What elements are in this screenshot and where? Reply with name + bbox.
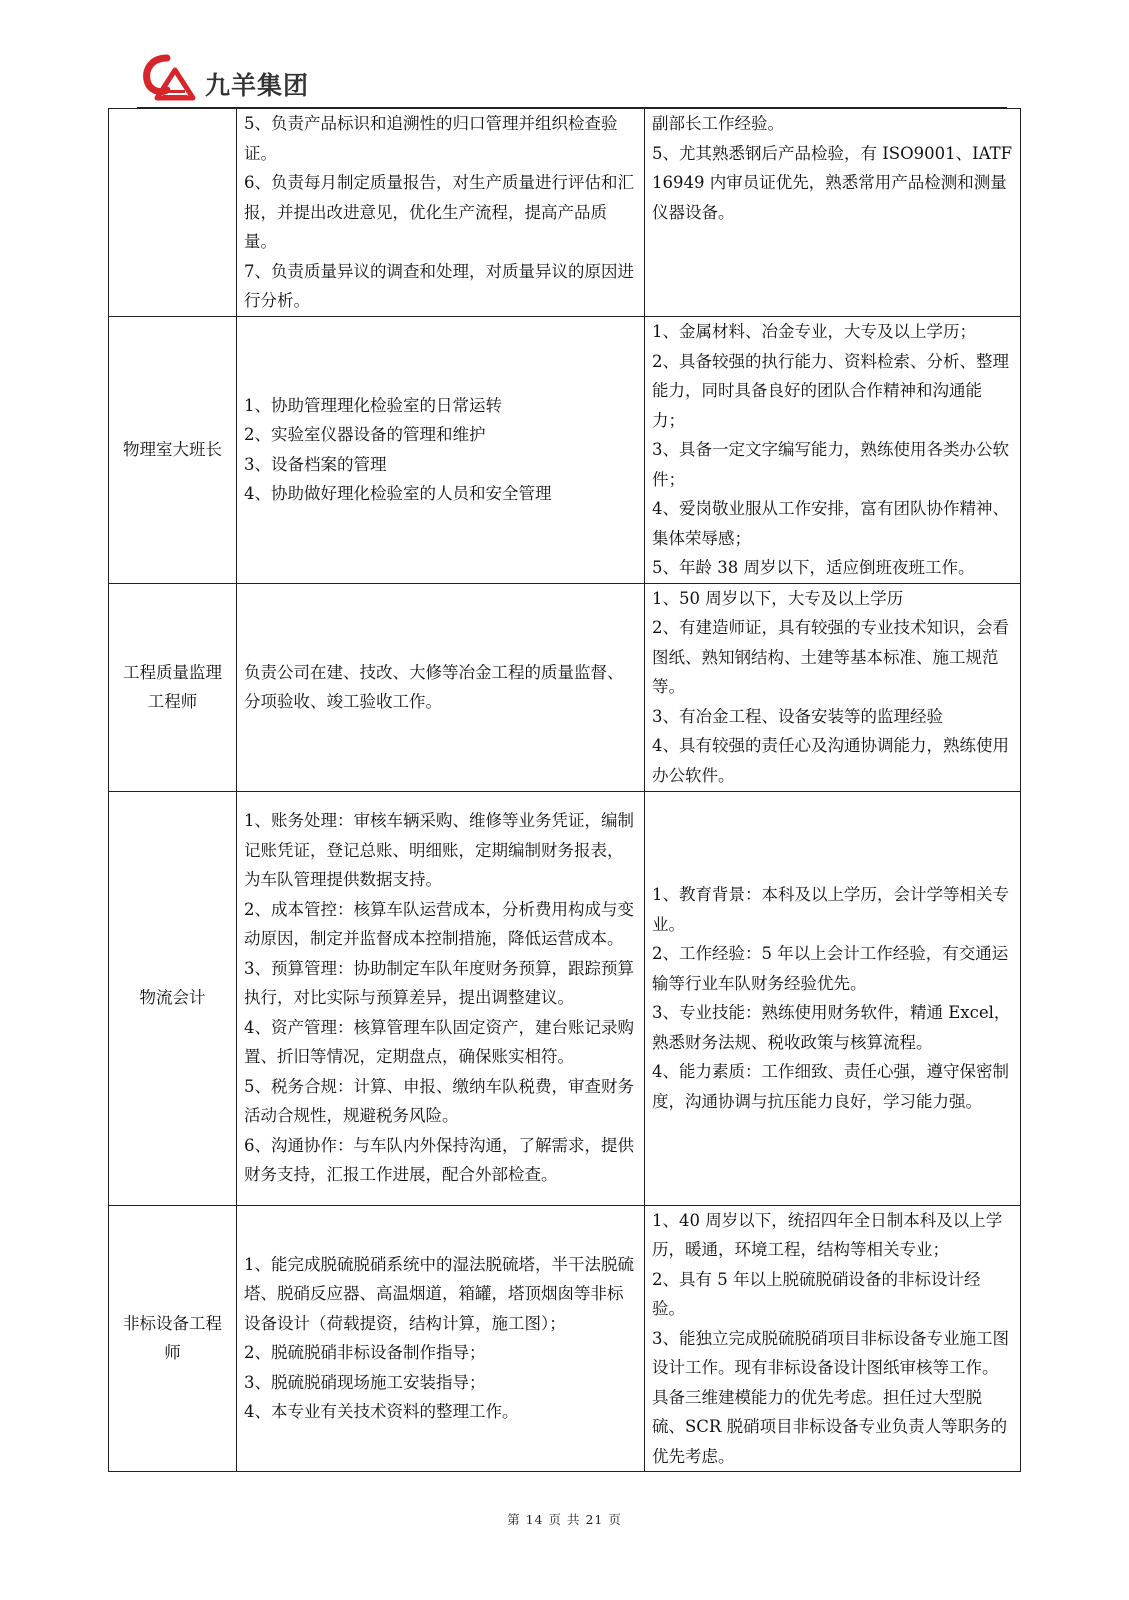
- duty-item: 3、脱硫脱硝现场施工安装指导；: [244, 1372, 486, 1392]
- requirements-cell: [645, 583, 1021, 791]
- duty-item: 7、负责质量异议的调查和处理，对质量异议的原因进行分析。: [244, 261, 634, 311]
- duty-item: 2、脱硫脱硝非标设备制作指导；: [244, 1343, 486, 1363]
- duty-item: 5、税务合规：计算、申报、缴纳车队税费，审查财务活动合规性，规避税务风险。: [244, 1076, 634, 1126]
- duty-item: 5、负责产品标识和追溯性的归口管理并组织检查验证。: [244, 114, 618, 163]
- duties-cell: [237, 1205, 645, 1472]
- job-table: [108, 108, 1021, 1472]
- table-row: [109, 317, 1021, 584]
- requirement-item: 4、爱岗敬业服从工作安排，富有团队协作精神、集体荣辱感；: [652, 499, 1009, 548]
- requirement-item: 2、具有 5 年以上脱硫脱硝设备的非标设计经验。: [652, 1269, 981, 1318]
- table-row: [109, 791, 1021, 1205]
- duty-item: 1、账务处理：审核车辆采购、维修等业务凭证，编制记账凭证，登记总账、明细账，定期编制财务报表，为车队管理提供数据支持。: [244, 811, 634, 890]
- duty-item: 1、协助管理理化检验室的日常运转: [244, 395, 502, 415]
- duty-item: 4、本专业有关技术资料的整理工作。: [244, 1402, 519, 1422]
- position-cell: 工程质量监理工程师: [109, 583, 237, 791]
- requirement-item: 2、具备较强的执行能力、资料检索、分析、整理能力，同时具备良好的团队合作精神和沟通能力；: [652, 351, 1009, 430]
- position-cell: 物理室大班长: [109, 317, 237, 584]
- position-cell: 非标设备工程师: [109, 1205, 237, 1472]
- requirements-cell: [645, 109, 1021, 317]
- requirement-item: 1、40 周岁以下，统招四年全日制本科及以上学历，暖通，环境工程，结构等相关专业；: [652, 1210, 1003, 1259]
- duty-item: 3、预算管理：协助制定车队年度财务预算，跟踪预算执行，对比实际与预算差异，提出调整建议。: [244, 958, 634, 1008]
- requirements-cell: [645, 317, 1021, 584]
- duties-cell: [237, 109, 645, 317]
- requirement-item: 5、年龄 38 周岁以下，适应倒班夜班工作。: [652, 558, 975, 577]
- footer-mid: 页 共: [548, 1512, 581, 1527]
- page-header: [137, 52, 1007, 108]
- requirement-item: 2、工作经验：5 年以上会计工作经验，有交通运输等行业车队财务经验优先。: [652, 944, 1009, 993]
- requirement-item: 5、尤其熟悉钢后产品检验，有 ISO9001、IATF16949 内审员证优先，熟悉常用产品检测和测量仪器设备。: [652, 143, 1013, 222]
- duty-item: 6、沟通协作：与车队内外保持沟通，了解需求，提供财务支持，汇报工作进展，配合外部检查。: [244, 1135, 634, 1185]
- table-row: [109, 109, 1021, 317]
- duty-item: 6、负责每月制定质量报告，对生产质量进行评估和汇报，并提出改进意见，优化生产流程，提高产品质量。: [244, 173, 634, 252]
- company-logo-icon: [141, 54, 199, 104]
- requirement-item: 3、能独立完成脱硫脱硝项目非标设备专业施工图设计工作。现有非标设备设计图纸审核等工作。具备三维建模能力的优先考虑。担任过大型脱硫、SCR 脱硝项目非标设备专业负责人等职务的优先考虑。: [652, 1328, 1009, 1466]
- footer-suffix: 页: [608, 1512, 622, 1527]
- requirement-item: 副部长工作经验。: [652, 114, 784, 133]
- duty-item: 2、成本管控：核算车队运营成本，分析费用构成与变动原因，制定并监督成本控制措施，降低运营成本。: [244, 899, 634, 949]
- duty-item: 负责公司在建、技改、大修等冶金工程的质量监督、分项验收、竣工验收工作。: [244, 662, 624, 711]
- requirement-item: 1、金属材料、冶金专业，大专及以上学历；: [652, 322, 976, 341]
- requirement-item: 4、具有较强的责任心及沟通协调能力，熟练使用办公软件。: [652, 736, 1009, 785]
- position-cell: [109, 109, 237, 317]
- duty-item: 2、实验室仪器设备的管理和维护: [244, 425, 486, 445]
- requirement-item: 4、能力素质：工作细致、责任心强，遵守保密制度，沟通协调与抗压能力良好，学习能力强。: [652, 1062, 1009, 1111]
- duty-item: 1、能完成脱硫脱硝系统中的湿法脱硫塔，半干法脱硫塔、脱硝反应器、高温烟道，箱罐，塔顶烟囱等非标设备设计（荷载提资，结构计算，施工图）；: [244, 1254, 634, 1333]
- duties-cell: [237, 317, 645, 584]
- requirements-cell: [645, 1205, 1021, 1472]
- current-page-number: 14: [525, 1512, 544, 1527]
- position-cell: 物流会计: [109, 791, 237, 1205]
- requirement-item: 3、有冶金工程、设备安装等的监理经验: [652, 706, 943, 726]
- duties-cell: [237, 791, 645, 1205]
- total-page-count: 21: [585, 1512, 604, 1527]
- requirement-item: 1、教育背景：本科及以上学历，会计学等相关专业。: [652, 885, 1009, 934]
- company-name: 九羊集团: [205, 71, 310, 100]
- duty-item: 3、设备档案的管理: [244, 454, 387, 474]
- table-row: [109, 1205, 1021, 1472]
- requirement-item: 1、50 周岁以下，大专及以上学历: [652, 588, 904, 608]
- duty-item: 4、协助做好理化检验室的人员和安全管理: [244, 484, 552, 504]
- footer-prefix: 第: [507, 1512, 521, 1527]
- table-row: [109, 583, 1021, 791]
- requirement-item: 3、专业技能：熟练使用财务软件，精通 Excel，熟悉财务法规、税收政策与核算流程。: [652, 1003, 1011, 1052]
- requirements-cell: [645, 791, 1021, 1205]
- duty-item: 4、资产管理：核算管理车队固定资产，建台账记录购置、折旧等情况，定期盘点，确保账实相符。: [244, 1017, 634, 1067]
- page-footer: [0, 1510, 1129, 1528]
- requirement-item: 3、具备一定文字编写能力，熟练使用各类办公软件；: [652, 440, 1009, 489]
- duties-cell: [237, 583, 645, 791]
- requirement-item: 2、有建造师证，具有较强的专业技术知识，会看图纸、熟知钢结构、土建等基本标准、施工规范等。: [652, 618, 1009, 697]
